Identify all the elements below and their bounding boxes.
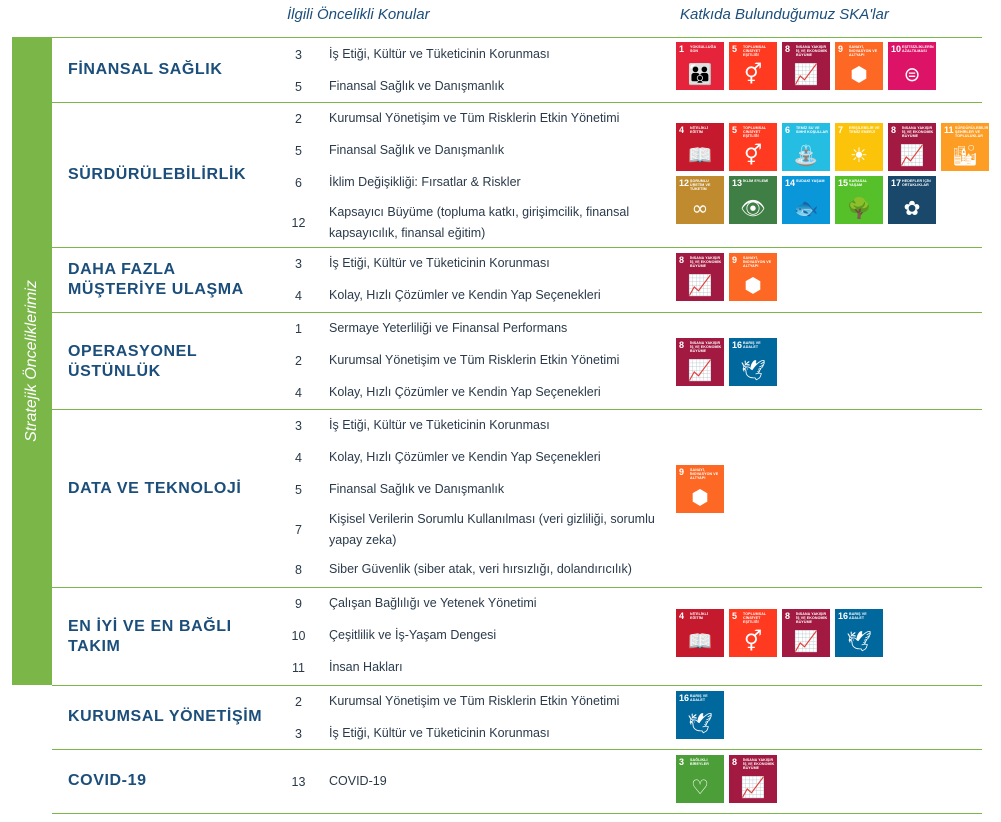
sdg-8-icon <box>676 338 724 386</box>
sdg-10-pictogram-icon: ⊜ <box>903 62 921 86</box>
sdg-label: İNSANA YAKIŞIR İŞ VE EKONOMİK BÜYÜME <box>690 341 722 354</box>
row-divider <box>52 813 982 814</box>
topic-item <box>282 350 662 371</box>
sidebar-label: Stratejik Önceliklerimiz <box>23 280 40 442</box>
topic-item <box>282 447 662 468</box>
sdg-number: 14 <box>785 178 796 188</box>
sdg-13-icon <box>729 176 777 224</box>
priority-title: KURUMSAL YÖNETİŞİM <box>68 708 263 725</box>
sdg-number: 16 <box>838 611 849 621</box>
sdg-11-icon <box>941 123 989 171</box>
sdg-label: TOPLUMSAL CİNSİYET EŞİTLİĞİ <box>743 126 767 139</box>
sdg-10-icon <box>888 42 936 90</box>
sdg-number: 16 <box>732 340 743 350</box>
sdg-number: 10 <box>891 44 902 54</box>
sdg-8-icon <box>676 253 724 301</box>
topic-text: Kolay, Hızlı Çözümler ve Kendin Yap Seçenekleri <box>329 288 601 302</box>
priority-title: SÜRDÜRÜLEBİLİRLİK <box>68 166 247 183</box>
sdg-number: 8 <box>785 611 791 621</box>
topic-number: 5 <box>295 482 302 497</box>
sdg-8-pictogram-icon: 📈 <box>793 629 819 653</box>
topic-item <box>282 76 662 97</box>
sdg-icon-group <box>676 465 989 513</box>
sdg-label: İNSANA YAKIŞIR İŞ VE EKONOMİK BÜYÜME <box>796 612 828 625</box>
topic-number: 3 <box>295 256 302 271</box>
sdg-17-icon <box>888 176 936 224</box>
topic-number: 1 <box>295 321 302 336</box>
priority-title: COVID-19 <box>68 772 147 789</box>
priority-title: DATA VE TEKNOLOJİ <box>68 480 242 497</box>
sdg-4-icon <box>676 123 724 171</box>
sdg-icon-group <box>676 123 989 224</box>
priority-title: OPERASYONEL ÜSTÜNLÜK <box>68 343 197 380</box>
topic-number: 10 <box>291 628 306 643</box>
sdg-label: TOPLUMSAL CİNSİYET EŞİTLİĞİ <box>743 45 767 58</box>
topic-item <box>282 625 662 646</box>
sdg-label: YOKSULLUĞA SON <box>690 45 717 54</box>
topic-number: 3 <box>295 726 302 741</box>
priority-row <box>52 102 989 247</box>
sdg-7-pictogram-icon: ☀ <box>850 143 868 167</box>
sdg-15-pictogram-icon: 🌳 <box>846 196 872 220</box>
sdg-label: SUDAKİ YAŞAM <box>796 179 825 183</box>
sdg-12-pictogram-icon: ∞ <box>691 196 709 220</box>
sdg-number: 8 <box>679 340 685 350</box>
topic-item <box>282 253 662 274</box>
topics-column-heading: İlgili Öncelikli Konular <box>287 6 430 23</box>
topic-item <box>282 479 662 500</box>
sdg-5-icon <box>729 123 777 171</box>
topic-text: Finansal Sağlık ve Danışmanlık <box>329 79 505 93</box>
sdg-16-icon <box>676 691 724 739</box>
sdg-9-pictogram-icon: ⬢ <box>850 62 868 86</box>
topic-text: Finansal Sağlık ve Danışmanlık <box>329 482 505 496</box>
topic-text: Kolay, Hızlı Çözümler ve Kendin Yap Seçenekleri <box>329 385 601 399</box>
sdg-number: 13 <box>732 178 743 188</box>
sdg-icon-group <box>676 755 989 803</box>
sdg-number: 1 <box>679 44 685 54</box>
sdg-9-icon <box>676 465 724 513</box>
topic-number: 7 <box>295 523 302 537</box>
topic-item <box>282 382 662 403</box>
priority-title: EN İYİ VE EN BAĞLI TAKIM <box>68 618 232 655</box>
topic-text: Kurumsal Yönetişim ve Tüm Risklerin Etkin Yönetimi <box>329 353 620 367</box>
topic-item <box>282 44 662 65</box>
sdg-number: 9 <box>732 255 738 265</box>
sdg-1-pictogram-icon: 👪 <box>687 62 713 86</box>
sdg-9-pictogram-icon: ⬢ <box>744 273 762 297</box>
topic-item <box>282 509 662 551</box>
priority-row <box>52 38 982 102</box>
sdg-number: 4 <box>679 125 685 135</box>
sdg-number: 3 <box>679 757 685 767</box>
topic-item <box>282 108 662 129</box>
sdg-5-icon <box>729 609 777 657</box>
sdg-label: EŞİTSİZLİKLERİN AZALTILMASI <box>902 45 934 54</box>
sdg-17-pictogram-icon: ✿ <box>903 196 921 220</box>
topic-number: 5 <box>295 79 302 94</box>
sdg-5-pictogram-icon: ⚥ <box>743 629 763 653</box>
sdg-icon-group <box>676 253 989 301</box>
topic-number: 9 <box>295 596 302 611</box>
topic-text: COVID-19 <box>329 774 387 788</box>
sdg-label: SÜRDÜRÜLEBİLİR ŞEHİRLER VE TOPLULUKLAR <box>955 126 989 139</box>
sdg-5-icon <box>729 42 777 90</box>
topic-item <box>282 285 662 306</box>
sdg-9-icon <box>729 253 777 301</box>
sdg-number: 16 <box>679 693 690 703</box>
sdg-label: İNSANA YAKIŞIR İŞ VE EKONOMİK BÜYÜME <box>690 256 722 269</box>
sdg-label: TEMİZ SU VE SIHHİ KOŞULLAR <box>796 126 828 135</box>
sdg-12-icon <box>676 176 724 224</box>
topic-text: Sermaye Yeterliliği ve Finansal Performans <box>329 321 568 335</box>
topic-text: Kurumsal Yönetişim ve Tüm Risklerin Etkin Yönetimi <box>329 694 620 708</box>
topic-item <box>282 691 662 712</box>
sdg-3-pictogram-icon: ♡ <box>691 775 709 799</box>
topic-number: 4 <box>295 288 302 303</box>
priority-row <box>52 312 982 409</box>
topic-text: Finansal Sağlık ve Danışmanlık <box>329 143 505 157</box>
sdg-8-icon <box>729 755 777 803</box>
topic-number: 3 <box>295 47 302 62</box>
sdg-number: 8 <box>785 44 791 54</box>
priority-row <box>52 247 982 312</box>
sdg-3-icon <box>676 755 724 803</box>
topic-number: 2 <box>295 111 302 126</box>
sdg-icon-group <box>676 42 989 90</box>
sdg-number: 9 <box>679 467 685 477</box>
topic-number: 3 <box>295 418 302 433</box>
sdg-9-icon <box>835 42 883 90</box>
strategic-priorities-sidebar <box>12 37 52 685</box>
topic-text: İş Etiği, Kültür ve Tüketicinin Korunması <box>329 418 550 432</box>
sdg-13-pictogram-icon: 👁 <box>740 196 766 220</box>
sdg-8-icon <box>888 123 936 171</box>
topic-item <box>282 202 662 244</box>
topic-number: 2 <box>295 353 302 368</box>
sdg-7-icon <box>835 123 883 171</box>
sdg-8-icon <box>782 42 830 90</box>
sdg-label: NİTELİKLİ EĞİTİM <box>690 612 709 621</box>
sdg-1-icon <box>676 42 724 90</box>
topic-item <box>282 657 662 678</box>
sdg-14-icon <box>782 176 830 224</box>
topic-number: 4 <box>295 385 302 400</box>
sdg-label: SANAYİ, İNOVASYON VE ALTYAPI <box>690 468 719 481</box>
sdg-number: 5 <box>732 125 738 135</box>
topic-text: İş Etiği, Kültür ve Tüketicinin Korunması <box>329 256 550 270</box>
sdg-6-icon <box>782 123 830 171</box>
sdg-number: 6 <box>785 125 791 135</box>
sdg-6-pictogram-icon: ⛲ <box>793 143 819 167</box>
topic-number: 4 <box>295 450 302 465</box>
sdg-9-pictogram-icon: ⬢ <box>691 485 709 509</box>
topic-text: İnsan Hakları <box>329 660 403 674</box>
sdg-label: SAĞLIKLI BİREYLER <box>690 758 709 767</box>
topic-item <box>282 318 662 339</box>
sdg-16-pictogram-icon: 🕊 <box>687 711 713 735</box>
priority-row <box>52 409 982 587</box>
sdg-number: 8 <box>679 255 685 265</box>
priority-row <box>52 587 982 685</box>
topic-text: Kolay, Hızlı Çözümler ve Kendin Yap Seçenekleri <box>329 450 601 464</box>
sdg-number: 9 <box>838 44 844 54</box>
sdg-16-pictogram-icon: 🕊 <box>740 358 766 382</box>
sdg-label: BARIŞ VE ADALET <box>849 612 867 621</box>
priority-title: DAHA FAZLA MÜŞTERİYE ULAŞMA <box>68 261 244 298</box>
sdg-8-pictogram-icon: 📈 <box>687 273 713 297</box>
topic-text: İş Etiği, Kültür ve Tüketicinin Korunması <box>329 47 550 61</box>
sdg-11-pictogram-icon: 🏙 <box>952 143 978 167</box>
sdg-4-icon <box>676 609 724 657</box>
sdg-4-pictogram-icon: 📖 <box>687 143 713 167</box>
sdg-8-pictogram-icon: 📈 <box>740 775 766 799</box>
topic-text: Kurumsal Yönetişim ve Tüm Risklerin Etkin Yönetimi <box>329 111 620 125</box>
sdg-label: ERİŞİLEBİLİR VE TEMİZ ENERJİ <box>849 126 880 135</box>
topic-item <box>282 559 662 580</box>
sdg-15-icon <box>835 176 883 224</box>
topic-item <box>282 172 662 193</box>
sdg-16-icon <box>835 609 883 657</box>
priority-title: FİNANSAL SAĞLIK <box>68 61 223 78</box>
sdg-5-pictogram-icon: ⚥ <box>743 143 763 167</box>
sdg-column-heading: Katkıda Bulunduğumuz SKA'lar <box>680 6 889 23</box>
sdg-label: BARIŞ VE ADALET <box>743 341 761 350</box>
sdg-8-pictogram-icon: 📈 <box>687 358 713 382</box>
topic-text: İklim Değişikliği: Fırsatlar & Riskler <box>329 175 521 189</box>
topic-number: 11 <box>292 660 305 675</box>
topic-text: Kapsayıcı Büyüme (topluma katkı, girişimcilik, finansal kapsayıcılık, finansal eğitim) <box>329 205 630 240</box>
topic-item <box>282 771 662 792</box>
sdg-label: TOPLUMSAL CİNSİYET EŞİTLİĞİ <box>743 612 767 625</box>
sdg-label: İNSANA YAKIŞIR İŞ VE EKONOMİK BÜYÜME <box>743 758 775 771</box>
sdg-number: 7 <box>838 125 844 135</box>
sdg-label: NİTELİKLİ EĞİTİM <box>690 126 709 135</box>
topic-number: 6 <box>295 175 302 190</box>
sdg-label: KARASAL YAŞAM <box>849 179 868 188</box>
sdg-label: SORUMLU ÜRETİM VE TÜKETİM <box>690 179 711 192</box>
sdg-number: 17 <box>891 178 902 188</box>
topic-item <box>282 593 662 614</box>
topic-text: Siber Güvenlik (siber atak, veri hırsızlığı, dolandırıcılık) <box>329 562 632 576</box>
sdg-8-icon <box>782 609 830 657</box>
topic-number: 2 <box>295 694 302 709</box>
priority-row <box>52 685 982 749</box>
sdg-8-pictogram-icon: 📈 <box>793 62 819 86</box>
sdg-label: SANAYİ, İNOVASYON VE ALTYAPI <box>849 45 878 58</box>
sdg-number: 8 <box>891 125 897 135</box>
sdg-icon-group <box>676 609 989 657</box>
sdg-4-pictogram-icon: 📖 <box>687 629 713 653</box>
sdg-number: 12 <box>679 178 690 188</box>
sdg-5-pictogram-icon: ⚥ <box>743 62 763 86</box>
topic-text: Çalışan Bağlılığı ve Yetenek Yönetimi <box>329 596 537 610</box>
sdg-14-pictogram-icon: 🐟 <box>793 196 819 220</box>
sdg-label: İKLİM EYLEMİ <box>743 179 769 183</box>
topic-item <box>282 723 662 744</box>
sdg-label: BARIŞ VE ADALET <box>690 694 708 703</box>
topic-text: Çeşitlilik ve İş-Yaşam Dengesi <box>329 628 497 642</box>
sdg-16-pictogram-icon: 🕊 <box>846 629 872 653</box>
topic-number: 13 <box>291 774 306 789</box>
sdg-label: HEDEFLER İÇİN ORTAKLIKLAR <box>902 179 931 188</box>
sdg-number: 5 <box>732 44 738 54</box>
priority-row <box>52 749 982 813</box>
sdg-label: SANAYİ, İNOVASYON VE ALTYAPI <box>743 256 772 269</box>
topic-text: Kişisel Verilerin Sorumlu Kullanılması (veri gizliliği, sorumlu yapay zeka) <box>329 512 655 547</box>
sdg-number: 5 <box>732 611 738 621</box>
topic-text: İş Etiği, Kültür ve Tüketicinin Korunması <box>329 726 550 740</box>
topic-number: 12 <box>291 216 306 230</box>
sdg-8-pictogram-icon: 📈 <box>899 143 925 167</box>
sdg-16-icon <box>729 338 777 386</box>
sdg-number: 15 <box>838 178 849 188</box>
sdg-label: İNSANA YAKIŞIR İŞ VE EKONOMİK BÜYÜME <box>796 45 828 58</box>
sdg-icon-group <box>676 691 989 739</box>
sdg-number: 4 <box>679 611 685 621</box>
topic-item <box>282 415 662 436</box>
topic-number: 5 <box>295 143 302 158</box>
sdg-icon-group <box>676 338 989 386</box>
topic-item <box>282 140 662 161</box>
sdg-number: 11 <box>944 125 954 135</box>
topic-number: 8 <box>295 562 302 577</box>
sdg-number: 8 <box>732 757 738 767</box>
sdg-label: İNSANA YAKIŞIR İŞ VE EKONOMİK BÜYÜME <box>902 126 934 139</box>
